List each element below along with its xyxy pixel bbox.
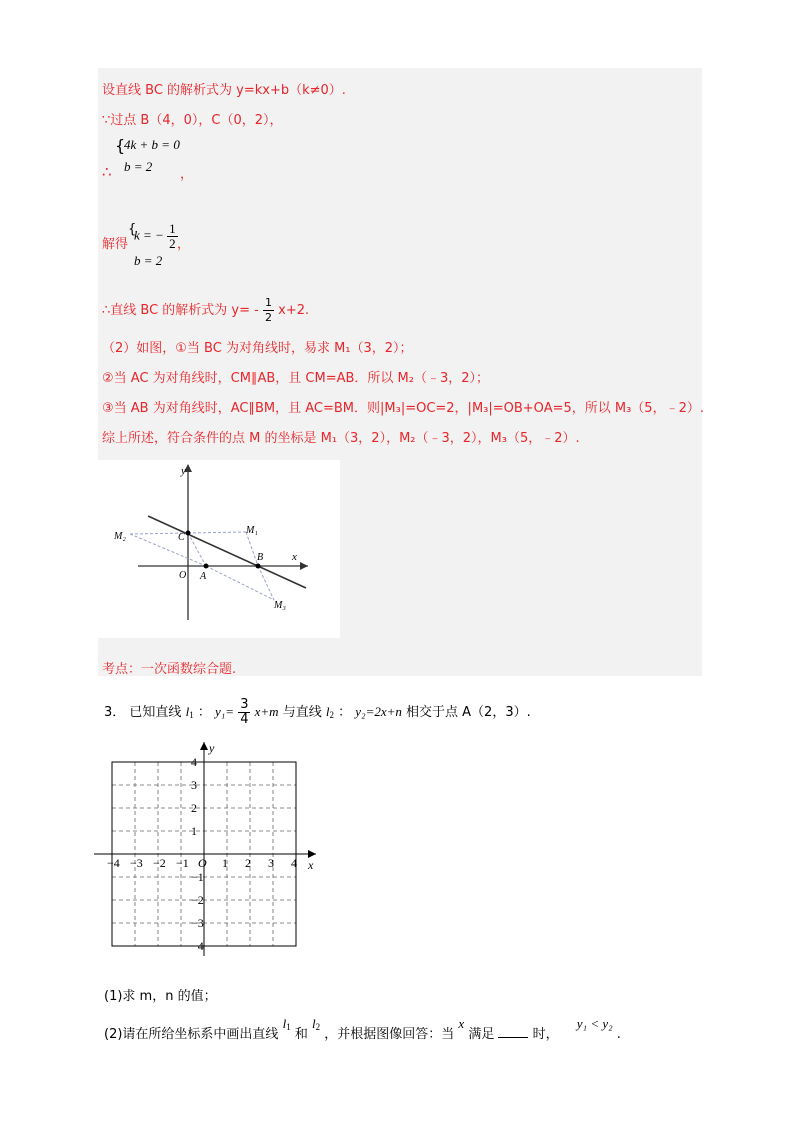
grid-x-label: x	[308, 858, 314, 872]
fig-label-m2: M₂	[114, 531, 126, 542]
part2-l2: $l_2$	[311, 1016, 321, 1032]
part2-line-2: ②当 AC 为对角线时，CM∥AB，且 CM=AB．所以 M₂（﹣3，2）；	[102, 371, 489, 386]
grid-x-tick-label: −4	[107, 856, 120, 870]
grid-y-tick-label: 3	[191, 778, 197, 792]
grid-y-tick-label: 1	[191, 824, 197, 838]
grid-y-arrow	[200, 742, 208, 750]
grid-y-tick-label: −2	[191, 893, 204, 907]
slope-den: 4	[240, 712, 249, 727]
jiede-label: 解得	[102, 237, 129, 252]
part2-inequality: y₁ < y₂	[576, 1016, 613, 1031]
part2-end: .	[616, 1027, 621, 1042]
fig-label-x: x	[292, 551, 297, 563]
part2-text-c: 满足	[468, 1027, 495, 1042]
solution-line-5	[102, 296, 309, 325]
grid-x-tick-label: 3	[268, 856, 274, 870]
slope-num: 3	[240, 697, 249, 712]
part-1: (1)求 m，n 的值；	[104, 989, 217, 1004]
k-fraction	[167, 222, 178, 251]
part2-l2-letter: l	[311, 1016, 316, 1031]
question-text-b: x+m	[254, 704, 279, 719]
part2-text-b: ，并根据图像回答：当	[324, 1027, 455, 1042]
part-2	[104, 1016, 621, 1042]
question-text-c: 与直线	[282, 705, 322, 720]
comma-2: ，	[177, 237, 191, 252]
l1-letter: l	[185, 704, 190, 719]
k-frac-den: 2	[169, 236, 176, 251]
part2-text-d: 时，	[532, 1027, 559, 1042]
fig-label-c: C	[178, 532, 185, 543]
fig-label-a: A	[200, 571, 207, 582]
grid-origin-label: O	[198, 856, 207, 870]
question-text-d: 相交于点 A（2，3）.	[406, 705, 531, 720]
kaodian-line: 考点：一次函数综合题.	[102, 662, 237, 677]
solution-b: b = 2	[134, 253, 163, 268]
fig-label-b: B	[257, 552, 264, 563]
point-a	[204, 564, 209, 569]
fig-label-y: y	[181, 465, 186, 477]
grid-x-tick-label: −3	[130, 856, 143, 870]
fig-label-m3: M₃	[274, 600, 286, 611]
parallelogram-figure	[98, 460, 340, 638]
l1-symbol: $l_1$	[185, 704, 194, 720]
coordinate-grid	[94, 740, 322, 962]
y1-eq: y₁=	[215, 704, 235, 719]
l2-letter: l	[325, 704, 330, 719]
comma: ，	[180, 167, 194, 182]
part2-text-a: (2)请在所给坐标系中画出直线	[104, 1027, 279, 1042]
question-text-a: 已知直线	[129, 705, 182, 720]
line5-text: ∴直线 BC 的解析式为 y= -	[102, 303, 259, 318]
grid-x-tick-label: 2	[245, 856, 251, 870]
point-c	[186, 531, 191, 536]
grid-y-tick-label: 4	[191, 755, 197, 769]
grid-x-tick-label: −2	[153, 856, 166, 870]
question-number: 3．	[104, 705, 126, 720]
point-b	[256, 564, 261, 569]
k-frac-num: 1	[169, 221, 176, 236]
grid-y-tick-label: −3	[191, 916, 204, 930]
grid-y-tick-label: −4	[191, 939, 204, 953]
part2-line-3: ③当 AB 为对角线时，AC∥BM，且 AC=BM．则|M₃|=OC=2，|M₃|=OB+OA=5，所以 M₃（5，﹣2）.	[102, 401, 704, 416]
grid-y-label: y	[209, 741, 215, 755]
line5-tail: x+2.	[278, 303, 310, 318]
y2-eq: y₂=2x+n	[355, 704, 402, 719]
grid-x-tick-label: 1	[222, 856, 228, 870]
fig-label-m1: M₁	[246, 525, 258, 536]
part2-and: 和	[294, 1027, 308, 1042]
grid-x-tick-label: −1	[176, 856, 189, 870]
grid-x-tick-label: 4	[291, 856, 297, 870]
colon-2: ：	[338, 705, 352, 720]
system-eq-2: b = 2	[124, 159, 153, 174]
part2-l1-letter: l	[282, 1016, 287, 1031]
solution-line-1: 设直线 BC 的解析式为 y=kx+b（k≠0）.	[102, 83, 346, 98]
grid-y-tick-label: −1	[191, 870, 204, 884]
line5-frac-den: 2	[265, 311, 272, 324]
colon-1: ：	[197, 705, 211, 720]
grid-y-tick-label: 2	[191, 801, 197, 815]
brace-left-2: {	[128, 222, 137, 237]
slope-fraction	[238, 698, 250, 727]
therefore-symbol: ∴	[102, 163, 112, 181]
brace-left: {	[115, 136, 126, 155]
system-eq-1: 4k + b = 0	[124, 137, 180, 152]
solution-k	[134, 222, 178, 251]
part2-line-4: 综上所述，符合条件的点 M 的坐标是 M₁（3，2），M₂（﹣3，2），M₃（5，﹣2）.	[102, 431, 580, 446]
grid-x-arrow	[308, 850, 316, 858]
l2-symbol: $l_2$	[325, 704, 334, 720]
fig-label-o: O	[179, 570, 187, 581]
solution-line-2: ∵过点 B（4，0），C（0，2），	[102, 113, 283, 128]
part2-line-1: （2）如图，①当 BC 为对角线时，易求 M₁（3，2）；	[102, 341, 413, 356]
k-left: k = −	[134, 227, 164, 243]
line5-fraction	[263, 296, 274, 325]
line5-frac-num: 1	[265, 296, 272, 309]
part2-l1: $l_1$	[282, 1016, 291, 1032]
answer-blank[interactable]	[498, 1037, 528, 1038]
question-3-line	[104, 698, 531, 727]
part2-x: x	[458, 1016, 465, 1031]
